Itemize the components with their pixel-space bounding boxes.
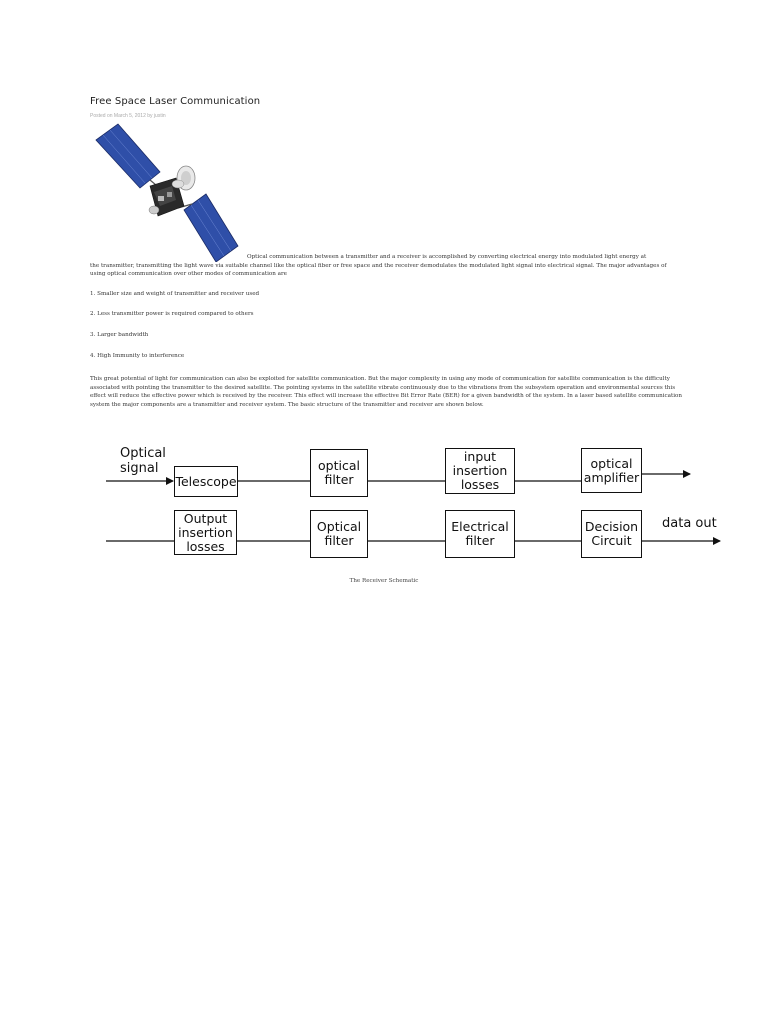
intro-paragraph bbox=[90, 253, 682, 279]
block-input-insertion-losses bbox=[445, 448, 515, 494]
block-electrical-filter bbox=[445, 510, 515, 558]
block-label: optical amplifier bbox=[583, 455, 640, 485]
block-optical-filter-2 bbox=[310, 510, 368, 558]
body-paragraph: This great potential of light for communication can also be exploited for satellite communication. But the major complexity in using any mode of communication for satellite communication is the difficulty associated with pointing the transmitter to the desired satellite. The pointing systems in the satellite vibrate continuously due to the vibrations from the subsystem operation and environmental sources this effect will reduce the effective power which is received by the receiver. This effect will increase the effective Bit Error Rate (BER) for a given bandwidth of the system. In a laser based satellite communication system the major components are a transmitter and receiver system. The basic structure of the transmitter and receiver are shown below. bbox=[90, 376, 682, 409]
advantage-item: 3. Larger bandwidth bbox=[90, 332, 149, 338]
advantage-item: 2. Less transmitter power is required compared to others bbox=[90, 311, 254, 317]
input-label-text: Optical signal bbox=[120, 446, 166, 476]
block-decision-circuit bbox=[581, 510, 642, 558]
intro-first-line: Optical communication between a transmitter and a receiver is accomplished by converting electrical energy into modulated light energy at bbox=[247, 254, 647, 260]
advantage-item: 4. High Immunity to interference bbox=[90, 353, 185, 359]
advantage-item: 1. Smaller size and weight of transmitter and receiver used bbox=[90, 291, 260, 297]
block-label: Optical filter bbox=[316, 519, 362, 548]
figure-caption: The Receiver Schematic bbox=[349, 578, 419, 584]
intro-rest: the transmitter, transmitting the light wave via suitable channel like the optical fiber or free space and the receiver demodulates the modulated light signal into electrical signal. The major advantages of using optical communication over other modes of communication are bbox=[90, 262, 667, 278]
output-label: data out bbox=[662, 516, 717, 531]
satellite-image bbox=[88, 122, 240, 262]
block-label: Electrical filter bbox=[451, 519, 509, 548]
post-meta: Posted on March 5, 2012 by justin bbox=[90, 113, 166, 119]
post-title[interactable]: Free Space Laser Communication bbox=[90, 96, 261, 107]
block-label: Output insertion losses bbox=[178, 510, 233, 554]
block-optical-amplifier bbox=[581, 448, 642, 493]
receiver-diagram bbox=[100, 440, 726, 570]
block-output-insertion-losses bbox=[174, 510, 237, 555]
block-telescope bbox=[174, 466, 238, 497]
block-label: Decision Circuit bbox=[584, 519, 639, 548]
input-label bbox=[120, 446, 166, 476]
block-label: optical filter bbox=[318, 458, 360, 487]
block-label: input insertion losses bbox=[452, 449, 508, 492]
block-label: Telescope bbox=[175, 473, 237, 489]
block-optical-filter bbox=[310, 449, 368, 497]
